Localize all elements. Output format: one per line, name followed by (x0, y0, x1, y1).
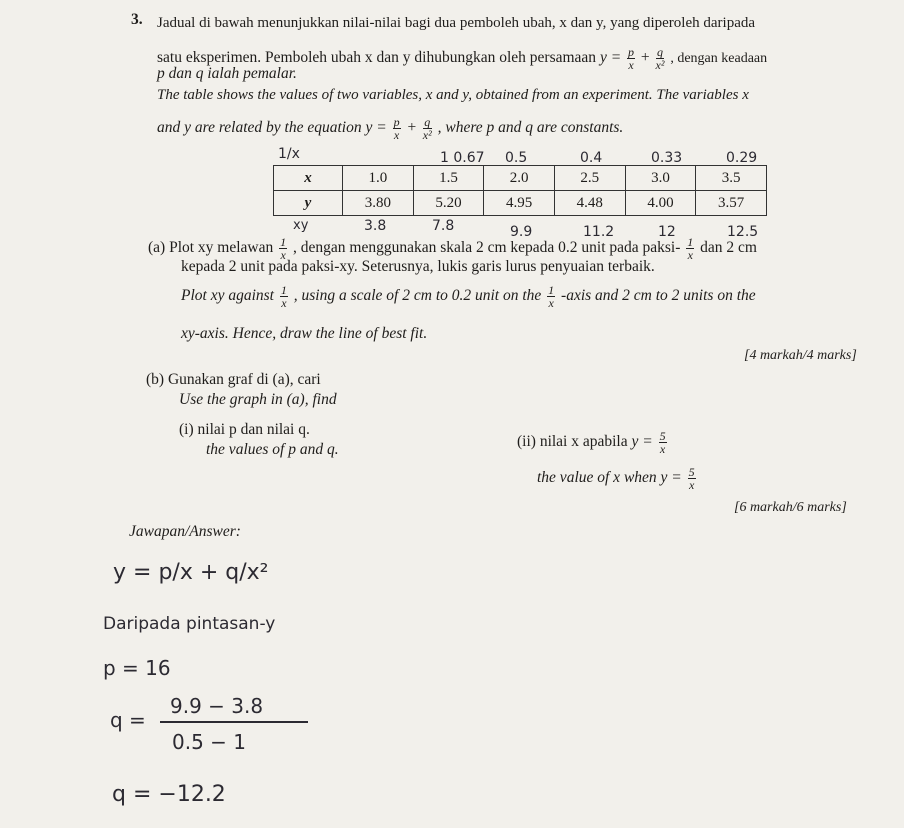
fraction-one-over-x-axis-en: $\frac{1}{x}$ (548, 283, 555, 310)
part-b-ii-eq-y-en: y = (660, 469, 682, 487)
question-malay-line-1: Jadual di bawah menunjukkan nilai-nilai bagi dua pemboleh ubah, x dan y, yang diperoleh daripada (157, 15, 756, 31)
part-b-label: (b) (146, 371, 165, 388)
part-a-english-text-1c: -axis and 2 cm to 2 units on the (561, 287, 756, 305)
part-a-malay-line-2: kepada 2 unit pada paksi-xy. Seterusnya, lukis garis lurus penyuaian terbaik. (181, 258, 655, 275)
question-malay-text-2a: satu eksperimen. Pemboleh ubah x dan y dihubungkan oleh persamaan (157, 49, 597, 67)
part-b-malay-text: Gunakan graf di (a), cari (167, 371, 321, 388)
fraction-five-over-x: $\frac{5}{x}$ (659, 429, 666, 456)
handwritten-q-value: q = −12.2 (112, 782, 226, 807)
table-cell: 2.0 (484, 166, 555, 191)
question-english-text-2a: and y are related by the equation (157, 119, 362, 137)
handwritten-equation: y = p/x + q/x² (113, 560, 269, 585)
part-b-i-english: the values of p and q. (206, 441, 339, 458)
part-b-malay (146, 370, 321, 389)
handwritten-xy-value-2: 7.8 (432, 218, 455, 234)
equation-plus-en: + (406, 119, 417, 137)
part-b-ii-english-text: the value of x when (537, 469, 657, 487)
handwritten-inverse-value-1: 0.5 (505, 150, 528, 166)
part-b-ii-malay (517, 430, 669, 455)
part-a-malay-text-1c: dan 2 cm (700, 239, 757, 257)
question-english-text-2b: , where p and q are constants. (437, 119, 624, 137)
fraction-q-over-x2-en: $\frac{q}{\text{x²}}$ (422, 115, 432, 142)
part-a-english-text-1b: , using a scale of 2 cm to 0.2 unit on the (293, 287, 542, 305)
handwritten-inverse-value-4: 0.29 (726, 150, 758, 166)
handwritten-inverse-value-3: 0.33 (651, 150, 683, 166)
part-a-malay-text-1a: Plot xy melawan (169, 239, 274, 257)
table-row-x (274, 166, 767, 191)
handwritten-xy-label: xy (293, 218, 309, 233)
handwritten-q-numerator: 9.9 − 3.8 (170, 694, 264, 718)
part-b-ii-english (537, 466, 698, 491)
table-cell: 4.48 (554, 191, 625, 216)
table-cell: 4.95 (484, 191, 555, 216)
question-malay-text-2b: , dengan keadaan (670, 51, 768, 67)
part-b-marks: [6 markah/6 marks] (734, 500, 847, 515)
table-header-x: x (274, 166, 343, 191)
fraction-one-over-x-axis: $\frac{1}{x}$ (687, 235, 694, 262)
table-header-y: y (274, 191, 343, 216)
equation-plus: + (640, 49, 650, 67)
table-cell: 1.5 (413, 166, 484, 191)
part-a-label: (a) (148, 239, 166, 257)
fraction-p-over-x-en: $\frac{p}{x}$ (393, 115, 400, 142)
question-number: 3. (131, 11, 143, 28)
part-a-english-text-1a: Plot xy against (181, 287, 274, 305)
handwritten-inverse-x-label: 1/x (278, 146, 300, 162)
fraction-q-over-x2: $\frac{q}{\text{x²}}$ (655, 45, 665, 72)
part-a-english-line-1 (181, 284, 756, 309)
handwritten-xy-value-4: 11.2 (583, 224, 615, 240)
part-b-ii-eq-y: y = (631, 433, 653, 451)
question-malay-line-3: p dan q ialah pemalar. (157, 65, 297, 82)
table-cell: 1.0 (343, 166, 414, 191)
table-cell: 4.00 (625, 191, 696, 216)
table-cell: 3.0 (625, 166, 696, 191)
handwritten-xy-value-5: 12 (658, 224, 676, 240)
question-english-line-1: The table shows the values of two variables, x and y, obtained from an experiment. The variables x (157, 87, 749, 103)
equation-y: y = (599, 49, 622, 67)
part-b-english: Use the graph in (a), find (179, 391, 337, 408)
table-cell: 3.80 (343, 191, 414, 216)
fraction-p-over-x: $\frac{p}{x}$ (628, 45, 635, 72)
handwritten-xy-value-3: 9.9 (510, 224, 533, 240)
part-a-malay-text-1b: , dengan menggunakan skala 2 cm kepada 0.2 unit pada paksi- (293, 239, 681, 257)
handwritten-p-value: p = 16 (103, 656, 171, 680)
table-cell: 3.57 (696, 191, 767, 216)
handwritten-line-intercept: Daripada pintasan-y (103, 614, 276, 634)
table-cell: 2.5 (554, 166, 625, 191)
equation-y-en: y = (365, 119, 387, 137)
data-table (273, 165, 767, 216)
handwritten-xy-value-6: 12.5 (727, 224, 759, 240)
handwritten-inverse-value-2: 0.4 (580, 150, 603, 166)
part-b-i-label: (i) (179, 421, 194, 438)
part-b-ii-malay-text: nilai x apabila (539, 433, 628, 451)
handwritten-inverse-first: 1 0.67 (440, 150, 485, 166)
table-cell: 3.5 (696, 166, 767, 191)
part-b-ii-label: (ii) (517, 433, 536, 451)
question-english-line-2 (157, 116, 623, 141)
handwritten-q-denominator: 0.5 − 1 (172, 730, 247, 754)
handwritten-fraction-bar (160, 721, 308, 723)
fraction-one-over-x-en: $\frac{1}{x}$ (280, 283, 287, 310)
answer-heading: Jawapan/Answer: (129, 523, 241, 540)
handwritten-q-lhs: q = (110, 708, 146, 732)
fraction-five-over-x-en: $\frac{5}{x}$ (688, 465, 695, 492)
part-b-i-malay (179, 420, 310, 439)
table-row-y (274, 191, 767, 216)
fraction-one-over-x: $\frac{1}{x}$ (280, 235, 287, 262)
table-cell: 5.20 (413, 191, 484, 216)
part-b-i-malay-text: nilai p dan nilai q. (197, 421, 310, 438)
part-a-marks: [4 markah/4 marks] (744, 348, 857, 363)
part-a-english-line-2: xy-axis. Hence, draw the line of best fit. (181, 325, 428, 342)
handwritten-xy-value-1: 3.8 (364, 218, 387, 234)
